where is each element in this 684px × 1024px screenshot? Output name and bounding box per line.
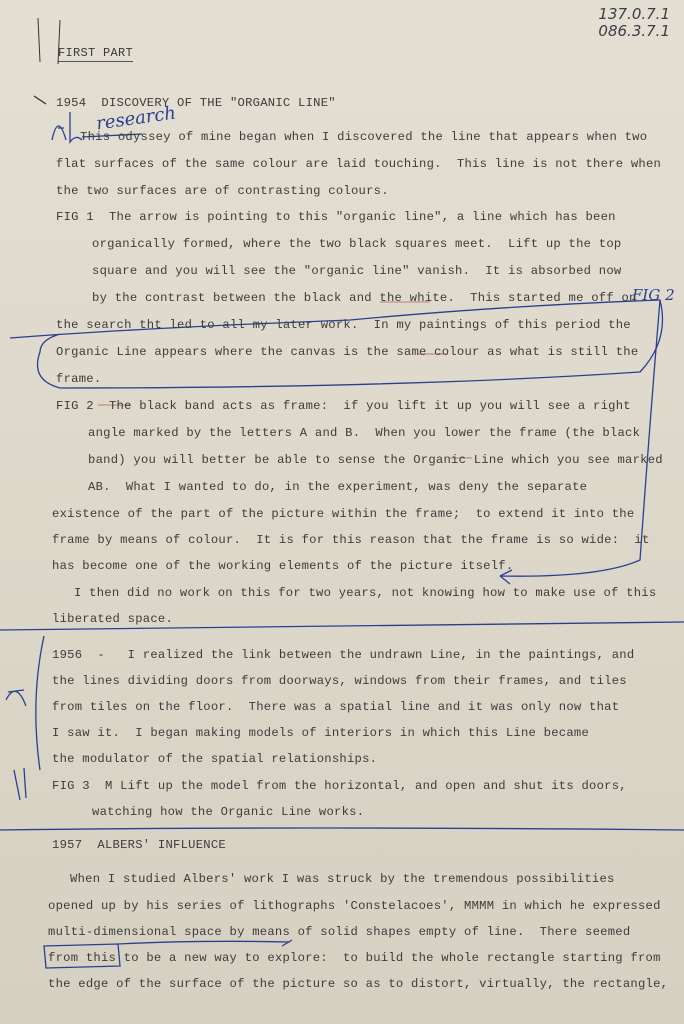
text-line: opened up by his series of lithographs 'Constelacoes', MMMM in which he expressed bbox=[48, 899, 661, 913]
text-line: 1957 ALBERS' INFLUENCE bbox=[52, 838, 226, 852]
text-line: square and you will see the "organic line" vanish. It is absorbed now bbox=[92, 264, 622, 278]
text-line: AB. What I wanted to do, in the experiment, was deny the separate bbox=[88, 480, 588, 494]
archive-reference-codes bbox=[560, 6, 670, 40]
text-line: has become one of the working elements of the picture itself. bbox=[52, 559, 514, 573]
pen-scribble-ab bbox=[52, 112, 82, 142]
text-line: the modulator of the spatial relationships. bbox=[52, 752, 378, 766]
text-line: liberated space. bbox=[52, 612, 174, 626]
text-line: the two surfaces are of contrasting colours. bbox=[56, 184, 389, 198]
pen-mark-top bbox=[38, 18, 60, 64]
text-line: existence of the part of the picture within the frame; to extend it into the bbox=[52, 507, 635, 521]
pen-divider-2 bbox=[0, 828, 684, 830]
text-line: frame by means of colour. It is for this reason that the frame is so wide: it bbox=[52, 533, 650, 547]
text-line: multi-dimensional space by means of solid shapes empty of line. There seemed bbox=[48, 925, 631, 939]
section-heading: FIRST PART bbox=[58, 46, 134, 60]
text-line: 1954 DISCOVERY OF THE "ORGANIC LINE" bbox=[56, 96, 336, 110]
text-line: I then did no work on this for two years, not knowing how to make use of this bbox=[74, 586, 657, 600]
text-line: the search tht led to all my later work. In my paintings of this period the bbox=[56, 318, 631, 332]
text-line: When I studied Albers' work I was struck by the tremendous possibilities bbox=[70, 872, 615, 886]
text-line: watching how the Organic Line works. bbox=[92, 805, 365, 819]
text-line: Organic Line appears where the canvas is the same colour as what is still the bbox=[56, 345, 639, 359]
text-line: 1956 - I realized the link between the undrawn Line, in the paintings, and bbox=[52, 648, 635, 662]
text-line: by the contrast between the black and the white. This started me off on bbox=[92, 291, 637, 305]
text-line: organically formed, where the two black squares meet. Lift up the top bbox=[92, 237, 622, 251]
pen-scribble-left bbox=[6, 690, 26, 706]
text-line: This odyssey of mine began when I discovered the line that appears when two bbox=[80, 130, 648, 144]
text-line: I saw it. I began making models of interiors in which this Line became bbox=[52, 726, 590, 740]
pen-underline-explore bbox=[118, 940, 292, 946]
text-line: frame. bbox=[56, 372, 102, 386]
text-line: the edge of the surface of the picture so as to distort, virtually, the rectangle, bbox=[48, 977, 669, 991]
handwritten-note-fig2: FIG 2 bbox=[632, 286, 675, 304]
text-line: angle marked by the letters A and B. When you lower the frame (the black bbox=[88, 426, 641, 440]
text-line: FIG 3 M Lift up the model from the horizontal, and open and shut its doors, bbox=[52, 779, 627, 793]
pen-loop-paragraph bbox=[10, 300, 663, 388]
handwritten-note-research: research bbox=[94, 102, 178, 135]
text-line: flat surfaces of the same colour are laid touching. This line is not there when bbox=[56, 157, 662, 171]
text-line: from this to be a new way to explore: to build the whole rectangle starting from bbox=[48, 951, 661, 965]
reference-code-2: 086.3.7.1 bbox=[598, 22, 670, 40]
text-line: the lines dividing doors from doorways, windows from their frames, and tiles bbox=[52, 674, 627, 688]
text-line: FIG 2 The black band acts as frame: if you lift it up you will see a right bbox=[56, 399, 631, 413]
pen-mark-1954 bbox=[34, 96, 46, 104]
text-line: from tiles on the floor. There was a spatial line and it was only now that bbox=[52, 700, 620, 714]
pen-bracket-1956 bbox=[36, 636, 44, 770]
text-line: band) you will better be able to sense the Organic Line which you see marked bbox=[88, 453, 663, 467]
reference-code-1: 137.0.7.1 bbox=[598, 5, 670, 23]
pen-mark-fig3 bbox=[14, 768, 26, 800]
text-line: FIG 1 The arrow is pointing to this "organic line", a line which has been bbox=[56, 210, 616, 224]
